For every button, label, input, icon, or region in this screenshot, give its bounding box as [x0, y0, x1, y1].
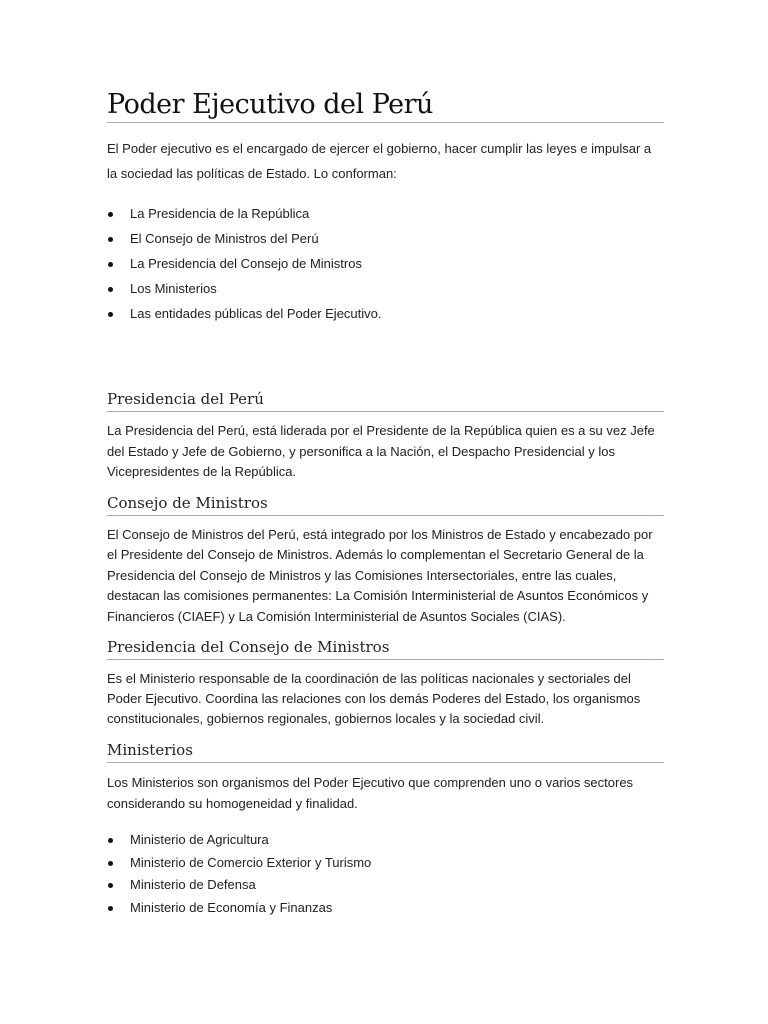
section-heading-ministerios: Ministerios [107, 739, 664, 763]
document-page [107, 88, 664, 919]
list-item: Ministerio de Comercio Exterior y Turismo [107, 852, 664, 875]
list-item: Ministerio de Agricultura [107, 829, 664, 852]
section-text-pcm: Es el Ministerio responsable de la coordinación de las políticas nacionales y sectoriales del Poder Ejecutivo. Coordina las relaciones con los demás Poderes del Estado, los organismos constitucionales, gobiernos regionales, gobiernos locales y la sociedad civil. [107, 671, 641, 726]
section-text-presidencia: La Presidencia del Perú, está liderada por el Presidente de la República quien es a su vez Jefe del Estado y Jefe de Gobierno, y personifica a la Nación, el Despacho Presidencial y los Vicepresidentes de la República. [107, 423, 655, 479]
list-item: La Presidencia del Consejo de Ministros [107, 251, 664, 276]
page-title: Poder Ejecutivo del Perú [107, 88, 664, 123]
section-text-consejo: El Consejo de Ministros del Perú, está integrado por los Ministros de Estado y encabezado por el Presidente del Consejo de Ministros. Además lo complementan el Secretario General de la Presidencia del Consejo de Ministros y las Comisiones Intersectoriales, entre las cuales, destacan las comisiones permanentes: La Comisión Interministerial de Asuntos Económicos y Financieros (CIAEF) y La Comisión Interministerial de Asuntos Sociales (CIAS). [107, 526, 653, 624]
list-item: La Presidencia de la República [107, 201, 664, 226]
list-item: Ministerio de Economía y Finanzas [107, 897, 664, 920]
list-item: Los Ministerios [107, 276, 664, 301]
list-item: Las entidades públicas del Poder Ejecutivo. [107, 301, 664, 326]
section-text-ministerios: Los Ministerios son organismos del Poder Ejecutivo que comprenden uno o varios sectores considerando su homogeneidad y finalidad. [107, 775, 634, 811]
section-heading-pcm: Presidencia del Consejo de Ministros [107, 636, 664, 660]
components-list [107, 201, 664, 326]
list-item: Ministerio de Defensa [107, 874, 664, 897]
section-heading-presidencia: Presidencia del Perú [107, 388, 664, 412]
list-item: El Consejo de Ministros del Perú [107, 226, 664, 251]
section-heading-consejo: Consejo de Ministros [107, 492, 664, 516]
ministerios-list [107, 829, 664, 919]
intro-paragraph: El Poder ejecutivo es el encargado de ejercer el gobierno, hacer cumplir las leyes e impulsar a la sociedad las políticas de Estado. Lo conforman: [107, 141, 652, 181]
